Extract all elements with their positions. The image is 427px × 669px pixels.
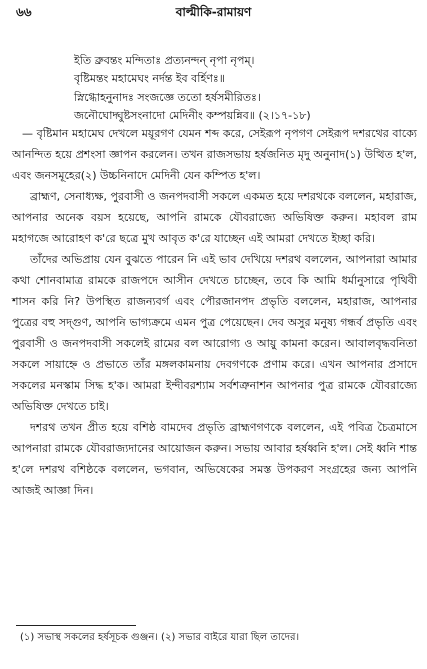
paragraph: দশরথ তখন প্রীত হয়ে বশিষ্ঠ বামদেব প্রভৃতি ব্রাহ্মণগণকে বললেন, এই পবিত্র চৈত্রমাসে আপনারা রামকে যৌবরাজ্যদানের আয়োজন করুন। সভায় আবার হর্ষধ্বনি হ'ল। সেই ধ্বনি শান্ত হ'লে দশরথ বশিষ্ঠকে বললেন, ভগবান, অভিষেকের সমস্ত উপকরণ সংগ্রহের জন্য আপনি আজই আজ্ঞা দিন। bbox=[12, 421, 417, 497]
sanskrit-verse bbox=[74, 52, 419, 125]
paragraph: — বৃষ্টিমান মহামেঘ দেখলে ময়ূরগণ যেমন শব্দ করে, সেইরূপ নৃপগণ সেইরূপ দশরথের বাক্যে আনন্দিত হয়ে প্রশংসা জ্ঞাপন করলেন। তখন রাজসভায় হর্ষজনিত মৃদু অনুনাদ(১) উত্থিত হ'ল, এবং জনসমূহের(২) উচ্চনিনাদে মেদিনী যেন কম্পিত হ'ল। bbox=[12, 127, 417, 182]
prose-body bbox=[12, 123, 417, 501]
verse-line: জনৌঘোদ্ঘুষ্টসংনাদো মেদিনীং কম্পয়ন্নিব॥ (২।১৭-১৮) bbox=[74, 108, 311, 122]
running-title: বাল্মীকি-রামায়ণ bbox=[175, 5, 252, 19]
verse-line: বৃষ্টিমন্তং মহামেঘং নর্দন্ত ইব বর্হিণঃ॥ bbox=[74, 72, 225, 86]
paragraph: তাঁদের অভিপ্রায় যেন বুঝতে পারেন নি এই ভাব দেখিয়ে দশরথ বললেন, আপনারা আমার কথা শোনবামাত্র রামকে রাজপদে আসীন দেখতে চাচ্ছেন, তবে কি আমি ধর্মানুসারে পৃথিবী শাসন করি নি? উপস্থিত রাজন্যবর্গ এবং পৌরজানপদ প্রভৃতি বললেন, মহারাজ, আপনার পুত্রের বহু সদ্গুণ, আপনি ভাগ্যক্রমে এমন পুত্র পেয়েছেন। দেব অসুর মনুষ্য গন্ধর্ব প্রভৃতি এবং পুরবাসী ও জনপদবাসী সকলেই রামের বল আরোগ্য ও আয়ু কামনা করেন। আবালবৃদ্ধবনিতা সকলে সায়াহ্নে ও প্রভাতে তাঁর মঙ্গলকামনায় দেবগণকে প্রণাম করে। এখন আপনার প্রসাদে সকলের মনস্কাম সিদ্ধ হ'ক। আমরা ইন্দীবরশ্যাম সর্বশত্রুনাশন আপনার পুত্র রামকে যৌবরাজ্যে অভিষিক্ত দেখতে চাই। bbox=[12, 253, 417, 413]
page-number: ৬৬ bbox=[16, 5, 32, 19]
footnote-divider bbox=[16, 625, 136, 626]
verse-line: স্নিগ্ধোহনুনাদঃ সংজজ্ঞে ততো হর্ষসমীরিতঃ। bbox=[74, 90, 261, 104]
verse-line: ইতি ব্রুবন্তং মন্দিতাঃ প্রত্যনন্দন্ নৃপা নৃপম্। bbox=[74, 54, 255, 67]
page-header bbox=[10, 4, 417, 22]
footnote: (১) সভাস্থ সকলের হর্ষসূচক গুঞ্জন। (২) সভার বাইরে যারা ছিল তাদের। bbox=[20, 632, 300, 643]
paragraph: ব্রাহ্মণ, সেনাধ্যক্ষ, পুরবাসী ও জনপদবাসী সকলে একমত হয়ে দশরথকে বললেন, মহারাজ, আপনার অনেক বয়স হয়েছে, আপনি রামকে যৌবরাজ্যে অভিষিক্ত করুন। মহাবল রাম মহাগজে আরোহণ ক'রে ছত্রে মুখ আবৃত ক'রে যাচ্ছেন এই আমরা দেখতে ইচ্ছা করি। bbox=[12, 190, 417, 245]
